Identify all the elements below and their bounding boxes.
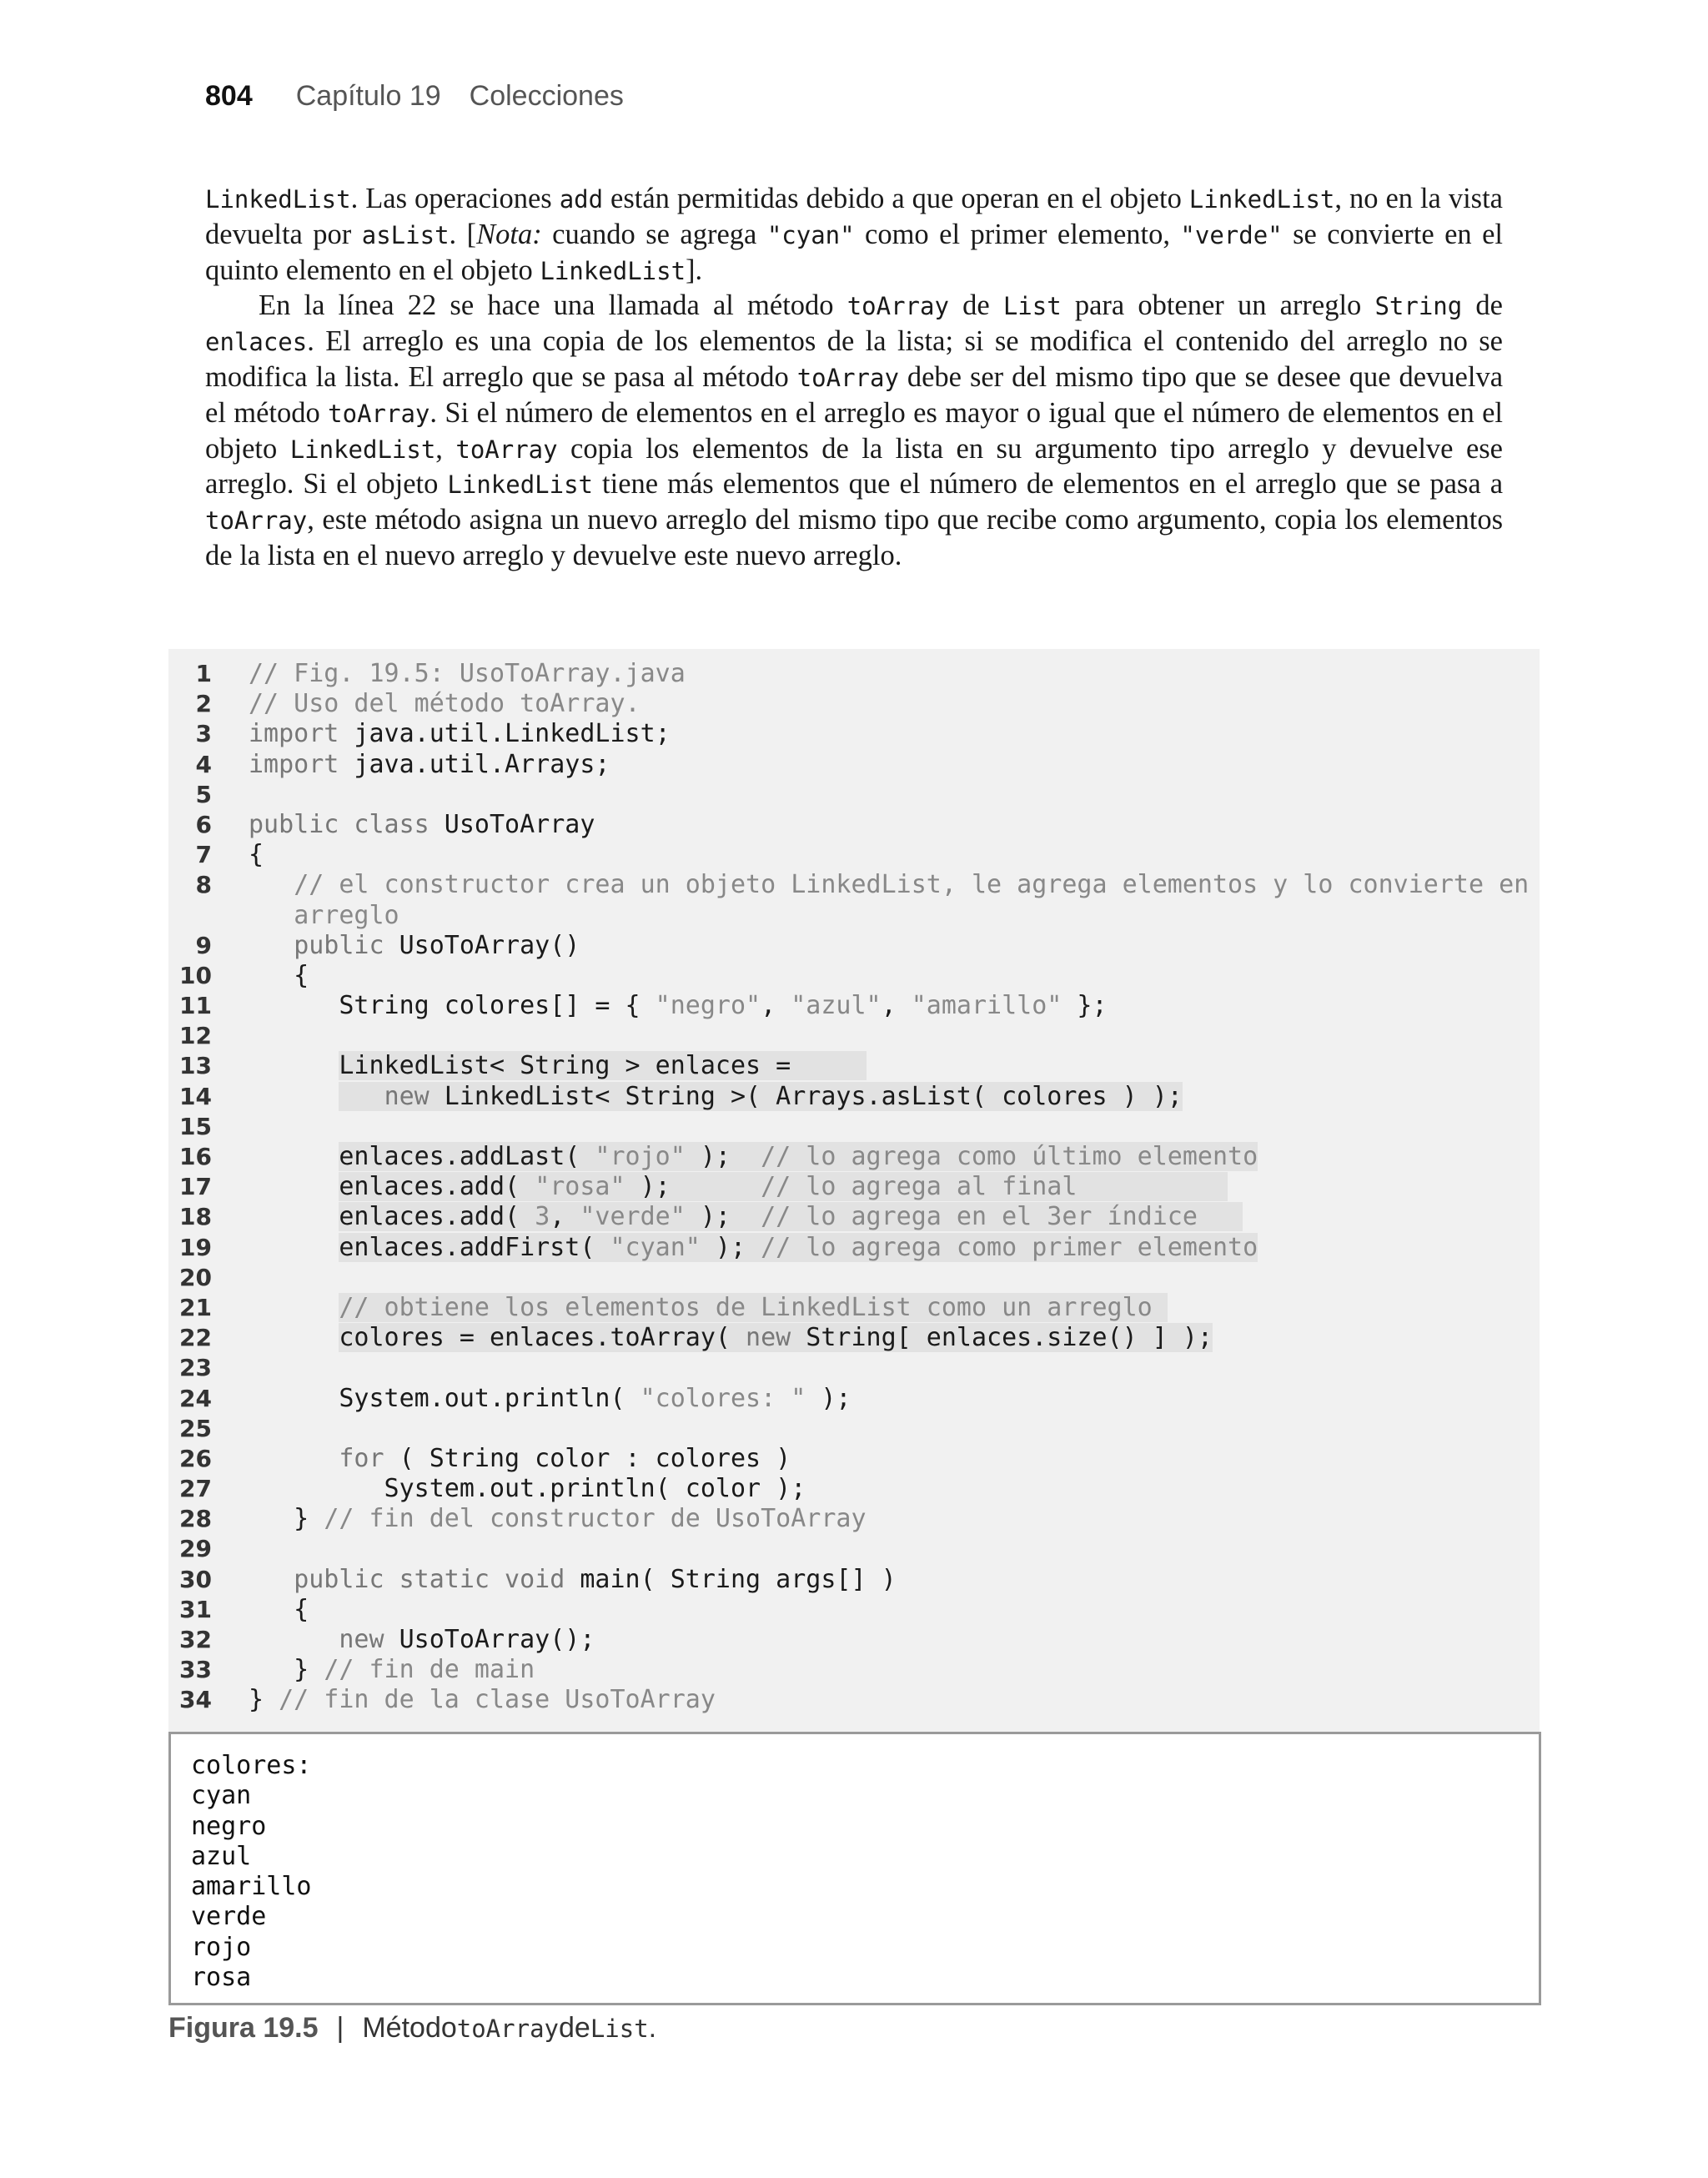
code-token: java.util.Arrays; (339, 749, 610, 779)
paragraph-1 (205, 182, 1503, 289)
highlighted-code (339, 1323, 1213, 1352)
code-token (249, 1444, 339, 1473)
code-line (168, 1655, 1540, 1685)
text-run: . El arreglo es una copia de los elementos de la lista; si se modifica el contenido del arreglo no se modifica la lista. El arreglo que se pasa al método (205, 325, 1503, 393)
line-number: 14 (179, 1082, 212, 1110)
code-token: ); (700, 1232, 761, 1262)
caption-text: . (648, 2012, 657, 2044)
code-token: // lo agrega en el 3er índice (761, 1202, 1243, 1232)
text-run: debe ser del mismo tipo que se desee que devuelva el método (205, 360, 1504, 429)
code-token: } (249, 1655, 324, 1685)
code-line (168, 1625, 1540, 1655)
caption-code: List (590, 2015, 649, 2043)
code-token: // lo agrega como último elemento (761, 1142, 1258, 1171)
text-run: . [ (449, 218, 477, 250)
text-run: , no en la vista devuelta por (205, 183, 1503, 250)
output-line: azul (191, 1841, 252, 1871)
code-token: ( String color : colores ) (384, 1443, 791, 1473)
code-token: // lo agrega al final (761, 1172, 1228, 1202)
code-term: enlaces (205, 328, 308, 357)
code-line (168, 931, 1540, 961)
code-line (168, 1293, 1540, 1323)
code-line (168, 1172, 1540, 1202)
code-token: arreglo (294, 900, 399, 930)
code-token: String[ enlaces.size() ] ); (791, 1323, 1213, 1353)
code-token: String colores[] = { (249, 991, 656, 1021)
code-line (168, 1233, 1540, 1263)
code-line (168, 1202, 1540, 1232)
code-text (249, 870, 1529, 900)
output-line: amarillo (191, 1872, 312, 1902)
code-token (249, 901, 294, 930)
output-line: colores: (191, 1751, 312, 1780)
caption-text: Método (362, 2012, 457, 2044)
line-number: 18 (179, 1203, 212, 1231)
code-token: ); (685, 1202, 761, 1232)
code-token: LinkedList< String >( Arrays.asList( colores ) ); (429, 1081, 1183, 1111)
code-line (168, 689, 1540, 719)
code-token: 3 (535, 1202, 550, 1232)
code-text (249, 1625, 595, 1655)
code-token: LinkedList< String > enlaces = (339, 1051, 867, 1081)
code-token: for (339, 1443, 384, 1473)
code-line (168, 1112, 1540, 1142)
code-line (168, 1263, 1540, 1293)
code-token: colores = enlaces.toArray( (339, 1323, 746, 1353)
line-number: 8 (195, 871, 212, 899)
code-line (168, 1082, 1540, 1112)
code-term: toArray (846, 292, 949, 321)
code-text (249, 901, 399, 931)
code-text (249, 1142, 1258, 1172)
code-text (249, 1595, 309, 1625)
code-token: // el constructor crea un objeto LinkedList, le agrega elementos y lo convierte en (294, 870, 1530, 900)
code-token: ); (625, 1172, 761, 1202)
code-token: }; (1062, 991, 1108, 1021)
code-token: "negro" (655, 991, 761, 1021)
code-token: "cyan" (610, 1232, 701, 1262)
text-run: de (948, 289, 1003, 322)
code-term: String (1374, 292, 1463, 321)
code-token: // fin de la clase UsoToArray (279, 1685, 716, 1715)
caption-separator: | (336, 2012, 344, 2044)
code-line (168, 1021, 1540, 1051)
line-number: 12 (179, 1022, 212, 1050)
text-run: copia los elementos de la lista en su argumento tipo arreglo y devuelve ese arreglo. Si el objeto (205, 432, 1503, 500)
text-run: , este método asigna un nuevo arreglo del mismo tipo que recibe como argumento, copia los elementos de la lista en el nuevo arreglo y devuelve este nuevo arreglo. (205, 504, 1503, 571)
code-line (168, 1384, 1540, 1414)
code-token: import (249, 749, 339, 779)
code-text (249, 1202, 1243, 1232)
code-term: asList (361, 220, 450, 249)
line-number: 7 (195, 841, 212, 869)
code-token: UsoToArray() (384, 930, 580, 960)
code-line (168, 870, 1540, 900)
code-token: "colores: " (640, 1383, 806, 1413)
code-text (249, 810, 595, 840)
code-token: // fin del constructor de UsoToArray (324, 1504, 867, 1534)
code-token: "azul" (791, 991, 882, 1021)
code-line (168, 719, 1540, 749)
code-token: } (249, 1685, 279, 1715)
code-token (249, 1142, 339, 1171)
line-number: 4 (195, 750, 212, 778)
code-token: UsoToArray (429, 809, 595, 839)
code-token (249, 1172, 339, 1201)
code-token (1153, 1293, 1168, 1322)
caption-text: de (558, 2012, 590, 2044)
line-number: 24 (179, 1384, 212, 1412)
text-run: para obtener un arreglo (1061, 289, 1375, 322)
code-token: } (249, 1504, 324, 1534)
text-run: tiene más elementos que el número de elementos en el arreglo que se pasa a (593, 468, 1504, 500)
figure-caption (168, 2012, 656, 2045)
line-number: 6 (195, 810, 212, 838)
code-token (249, 1625, 339, 1654)
code-text (249, 750, 610, 780)
code-term: toArray (455, 435, 558, 464)
code-text (249, 840, 264, 870)
code-token (249, 1293, 339, 1322)
line-number: 28 (179, 1505, 212, 1533)
code-text (249, 1444, 791, 1474)
code-text (249, 719, 671, 749)
highlighted-code (339, 1293, 1167, 1322)
code-lines (168, 659, 1540, 1716)
line-number: 29 (179, 1535, 212, 1563)
code-token: System.out.println( color ); (249, 1474, 806, 1504)
text-run: . Las operaciones (350, 183, 560, 214)
line-number: 20 (179, 1263, 212, 1291)
code-token: import (249, 719, 339, 749)
output-lines (191, 1751, 312, 1993)
code-text (249, 689, 640, 719)
line-number: 33 (179, 1656, 212, 1684)
line-number: 11 (179, 992, 212, 1020)
code-term: List (1002, 292, 1062, 321)
line-number: 21 (179, 1293, 212, 1321)
highlighted-code (339, 1082, 1182, 1111)
highlighted-code (339, 1172, 1228, 1201)
code-token (249, 870, 294, 899)
output-line: rojo (191, 1932, 252, 1962)
chapter-title: Colecciones (469, 80, 624, 112)
code-term: LinkedList (289, 435, 436, 464)
code-token: java.util.LinkedList; (339, 719, 671, 749)
highlighted-code (339, 1233, 1258, 1262)
line-number: 32 (179, 1626, 212, 1653)
code-token: { (249, 960, 309, 990)
code-text (249, 931, 580, 961)
code-text (249, 1685, 716, 1715)
line-number: 13 (179, 1052, 212, 1080)
code-text (249, 1293, 1168, 1323)
code-line (168, 1534, 1540, 1564)
code-token (339, 1082, 384, 1111)
code-text (249, 1474, 806, 1504)
note-label: Nota: (476, 218, 542, 250)
code-text (249, 1565, 897, 1595)
line-number: 3 (195, 720, 212, 748)
code-token (249, 1233, 339, 1262)
running-header (205, 80, 624, 122)
code-token: , (550, 1202, 580, 1232)
code-line (168, 1685, 1540, 1715)
code-text (249, 1172, 1228, 1202)
code-line (168, 1353, 1540, 1383)
paragraph-2 (205, 289, 1503, 573)
highlighted-code (339, 1051, 866, 1080)
chapter-label: Capítulo 19 (295, 80, 441, 112)
code-token (249, 1565, 294, 1594)
text-run: de (1462, 289, 1503, 322)
code-text (249, 1655, 535, 1685)
line-number: 17 (179, 1173, 212, 1201)
code-line (168, 1565, 1540, 1595)
code-term: LinkedList (1188, 185, 1335, 214)
code-line (168, 901, 1540, 931)
code-token: public class (249, 809, 430, 839)
program-output (168, 1732, 1541, 2005)
line-number: 34 (179, 1686, 212, 1714)
code-token: "amarillo" (911, 991, 1062, 1021)
code-token: // Uso del método toArray. (249, 689, 640, 719)
output-line: cyan (191, 1781, 252, 1811)
output-line: rosa (191, 1963, 252, 1993)
text-run: cuando se agrega (541, 218, 767, 250)
code-text (249, 961, 309, 991)
code-token: // obtiene los elementos de LinkedList como un arreglo (339, 1292, 1153, 1322)
code-term: "verde" (1180, 220, 1283, 249)
code-token (249, 1202, 339, 1231)
code-token: public static void (294, 1564, 565, 1594)
code-term: "cyan" (766, 220, 855, 249)
code-line (168, 1444, 1540, 1474)
code-text (249, 991, 1108, 1021)
line-number: 2 (195, 690, 212, 718)
code-line (168, 961, 1540, 991)
code-term: toArray (205, 506, 308, 536)
code-token: { (249, 1594, 309, 1624)
caption-code: toArray (456, 2015, 559, 2043)
line-number: 1 (195, 660, 212, 687)
text-run: , (435, 432, 456, 465)
code-token: new (746, 1323, 791, 1353)
line-number: 26 (179, 1444, 212, 1472)
code-line (168, 1414, 1540, 1444)
code-line (168, 780, 1540, 810)
text-run: . Si el número de elementos en el arreglo es mayor o igual que el número de elementos en el objeto (205, 396, 1503, 465)
code-token: { (249, 840, 264, 870)
code-term: LinkedList (540, 256, 686, 285)
code-token (249, 1082, 339, 1111)
code-line (168, 1504, 1540, 1534)
code-token: enlaces.add( (339, 1172, 535, 1202)
line-number: 9 (195, 931, 212, 959)
code-text (249, 1082, 1183, 1112)
output-line: verde (191, 1902, 267, 1932)
code-term: add (559, 185, 604, 214)
code-token: , (881, 991, 912, 1021)
code-text (249, 1323, 1213, 1353)
code-token (249, 1051, 339, 1080)
code-term: LinkedList (205, 185, 351, 214)
line-number: 31 (179, 1595, 212, 1623)
line-number: 30 (179, 1565, 212, 1593)
line-number: 22 (179, 1324, 212, 1352)
code-token: ); (685, 1142, 761, 1171)
line-number: 19 (179, 1233, 212, 1261)
code-line (168, 991, 1540, 1021)
figure-number: Figura 19.5 (168, 2012, 319, 2044)
code-token: // Fig. 19.5: UsoToArray.java (249, 659, 686, 688)
line-number: 10 (179, 961, 212, 989)
code-line (168, 840, 1540, 870)
output-line: negro (191, 1811, 267, 1841)
highlighted-code (339, 1142, 1258, 1171)
code-term: toArray (328, 399, 430, 428)
code-token (249, 931, 294, 960)
code-token: main( String args[] ) (565, 1564, 897, 1594)
code-token: , (761, 991, 791, 1021)
code-token: "rojo" (595, 1142, 686, 1171)
code-token: new (384, 1081, 430, 1111)
highlighted-code (339, 1202, 1243, 1231)
code-token: "rosa" (535, 1172, 625, 1202)
code-line (168, 1142, 1540, 1172)
code-text (249, 659, 686, 689)
code-line (168, 1051, 1540, 1081)
text-run: ]. (686, 254, 703, 286)
line-number: 27 (179, 1475, 212, 1503)
code-term: toArray (796, 363, 899, 392)
line-number: 25 (179, 1414, 212, 1442)
text-run: se convierte en el quinto elemento en el objeto (205, 218, 1503, 286)
code-token: public (294, 930, 384, 960)
code-token: // lo agrega como primer elemento (761, 1232, 1258, 1262)
text-run: En la línea 22 se hace una llamada al método (259, 289, 847, 322)
code-line (168, 1595, 1540, 1625)
line-number: 23 (179, 1354, 212, 1382)
body-text (205, 182, 1503, 574)
code-line (168, 1474, 1540, 1504)
code-token: ); (806, 1383, 851, 1413)
code-text (249, 1384, 851, 1414)
code-token: enlaces.addLast( (339, 1142, 595, 1171)
code-line (168, 659, 1540, 689)
code-text (249, 1051, 867, 1081)
code-line (168, 750, 1540, 780)
code-token: enlaces.addFirst( (339, 1232, 610, 1262)
line-number: 15 (179, 1112, 212, 1140)
code-line (168, 1323, 1540, 1353)
code-token: UsoToArray(); (384, 1625, 595, 1654)
page-number: 804 (205, 80, 253, 112)
code-token: System.out.println( (249, 1383, 640, 1413)
code-token: new (339, 1625, 384, 1654)
code-token: "verde" (580, 1202, 686, 1232)
code-token: enlaces.add( (339, 1202, 535, 1232)
code-term: LinkedList (447, 470, 594, 500)
code-text (249, 1504, 867, 1534)
code-text (249, 1233, 1258, 1263)
text-run: están permitidas debido a que operan en el objeto (603, 183, 1189, 214)
code-token (249, 1323, 339, 1352)
code-listing (168, 649, 1540, 1732)
text-run: como el primer elemento, (854, 218, 1181, 250)
line-number: 5 (195, 780, 212, 808)
code-token: // fin de main (324, 1655, 535, 1685)
line-number: 16 (179, 1143, 212, 1170)
code-line (168, 810, 1540, 840)
